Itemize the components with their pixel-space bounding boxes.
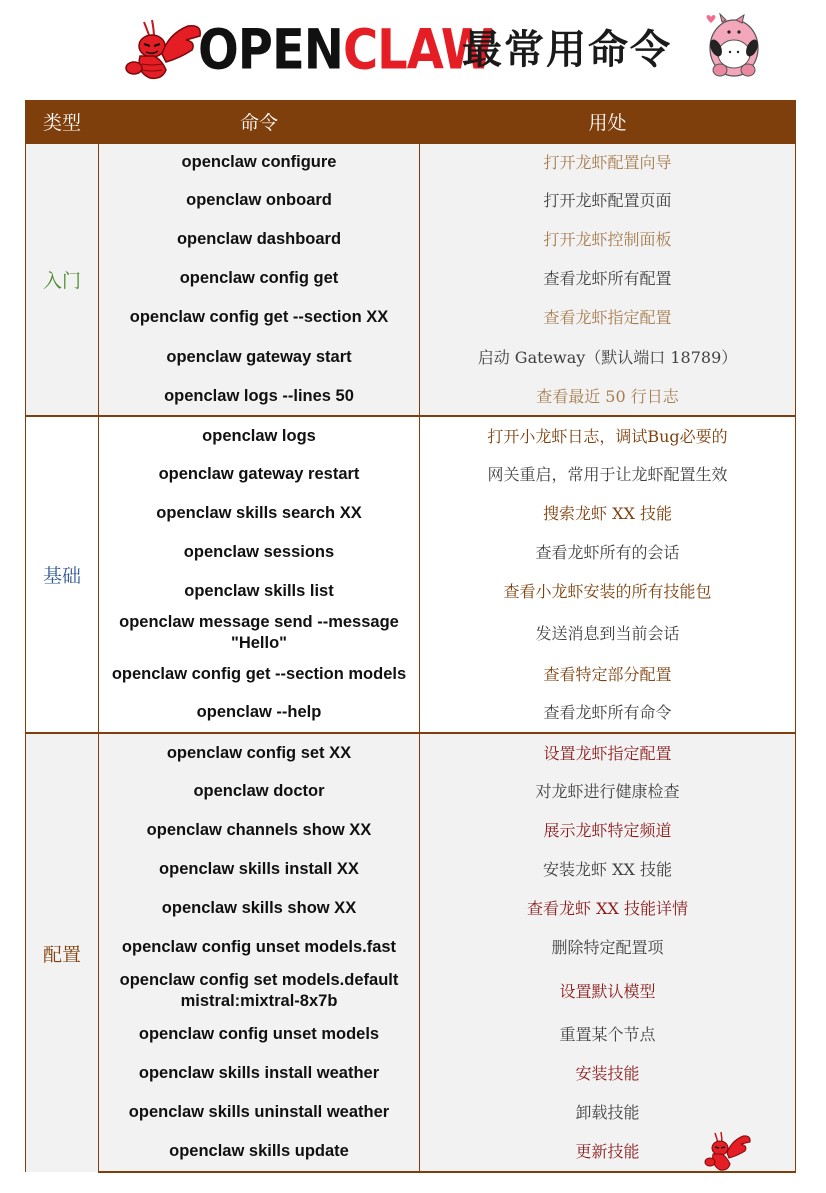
pink-mascot-icon	[700, 10, 762, 84]
table-row	[26, 928, 796, 967]
command-cell: openclaw skills install XX	[99, 850, 420, 889]
table-row	[26, 494, 796, 533]
page-title: 最常用命令	[462, 27, 672, 73]
command-cell: openclaw config unset models.fast	[99, 928, 420, 967]
table-row	[26, 455, 796, 494]
usage-cell: 查看小龙虾安装的所有技能包	[420, 572, 796, 611]
brand-logo	[198, 18, 493, 82]
table-row	[26, 693, 796, 733]
command-cell: openclaw doctor	[99, 772, 420, 811]
usage-cell: 删除特定配置项	[420, 928, 796, 967]
command-cell: openclaw --help	[99, 693, 420, 733]
command-cell: openclaw channels show XX	[99, 811, 420, 850]
table-row	[26, 1132, 796, 1172]
logo-text-open: OPEN	[198, 17, 343, 83]
usage-cell: 查看特定部分配置	[420, 655, 796, 693]
command-cell: openclaw logs	[99, 416, 420, 455]
command-cell: openclaw skills search XX	[99, 494, 420, 533]
table-header-row	[26, 101, 796, 144]
group-label-basic: 基础	[26, 416, 99, 733]
usage-cell: 安装龙虾 XX 技能	[420, 850, 796, 889]
table-row	[26, 572, 796, 611]
usage-cell: 查看龙虾所有配置	[420, 259, 796, 298]
command-cell: openclaw message send --message "Hello"	[99, 611, 420, 655]
commands-table	[25, 100, 796, 1173]
command-cell: openclaw gateway restart	[99, 455, 420, 494]
column-header-usage: 用处	[420, 101, 796, 144]
usage-cell: 查看最近 50 行日志	[420, 377, 796, 416]
usage-cell: 打开龙虾配置向导	[420, 143, 796, 181]
command-cell: openclaw config get --section XX	[99, 298, 420, 337]
command-cell: openclaw gateway start	[99, 337, 420, 377]
usage-cell: 设置龙虾指定配置	[420, 733, 796, 772]
table-row	[26, 850, 796, 889]
usage-cell: 更新技能	[420, 1132, 796, 1172]
table-row	[26, 181, 796, 220]
table-row	[26, 611, 796, 655]
table-row	[26, 259, 796, 298]
usage-cell: 打开龙虾配置页面	[420, 181, 796, 220]
command-cell: openclaw sessions	[99, 533, 420, 572]
table-row	[26, 889, 796, 928]
table-row	[26, 1015, 796, 1054]
crayfish-logo-icon	[122, 18, 202, 84]
crayfish-decoration-icon	[703, 1131, 751, 1173]
usage-cell: 卸载技能	[420, 1093, 796, 1132]
usage-cell: 网关重启，常用于让龙虾配置生效	[420, 455, 796, 494]
usage-cell: 打开龙虾控制面板	[420, 220, 796, 259]
table-row	[26, 337, 796, 377]
column-header-command: 命令	[99, 101, 420, 144]
command-cell: openclaw config set XX	[99, 733, 420, 772]
command-cell: openclaw config set models.default mistral:mixtral-8x7b	[99, 967, 420, 1015]
group-label-config: 配置	[26, 733, 99, 1172]
table-row	[26, 1054, 796, 1093]
command-cell: openclaw skills update	[99, 1132, 420, 1172]
usage-cell: 搜索龙虾 XX 技能	[420, 494, 796, 533]
table-row	[26, 298, 796, 337]
table-row	[26, 377, 796, 416]
usage-cell: 查看龙虾所有命令	[420, 693, 796, 733]
usage-cell: 查看龙虾 XX 技能详情	[420, 889, 796, 928]
command-cell: openclaw skills list	[99, 572, 420, 611]
command-cell: openclaw configure	[99, 143, 420, 181]
command-cell: openclaw logs --lines 50	[99, 377, 420, 416]
command-cell: openclaw skills uninstall weather	[99, 1093, 420, 1132]
command-cell: openclaw config unset models	[99, 1015, 420, 1054]
usage-cell: 打开小龙虾日志，调试Bug必要的	[420, 416, 796, 455]
column-header-type: 类型	[26, 101, 99, 144]
table-row	[26, 533, 796, 572]
command-cell: openclaw config get	[99, 259, 420, 298]
table-row	[26, 220, 796, 259]
command-cell: openclaw skills install weather	[99, 1054, 420, 1093]
command-cell: openclaw dashboard	[99, 220, 420, 259]
table-row	[26, 772, 796, 811]
usage-cell: 对龙虾进行健康检查	[420, 772, 796, 811]
usage-cell: 展示龙虾特定频道	[420, 811, 796, 850]
command-cell: openclaw onboard	[99, 181, 420, 220]
logo-text-claw: CLAW	[342, 17, 493, 83]
usage-cell: 发送消息到当前会话	[420, 611, 796, 655]
table-row	[26, 967, 796, 1015]
usage-cell: 启动 Gateway（默认端口 18789）	[420, 337, 796, 377]
table-row	[26, 416, 796, 455]
usage-cell: 安装技能	[420, 1054, 796, 1093]
table-row	[26, 655, 796, 693]
table-row	[26, 811, 796, 850]
table-row	[26, 143, 796, 181]
page-header	[0, 0, 826, 100]
usage-cell: 重置某个节点	[420, 1015, 796, 1054]
usage-cell: 查看龙虾指定配置	[420, 298, 796, 337]
table-row	[26, 1093, 796, 1132]
command-cell: openclaw skills show XX	[99, 889, 420, 928]
table-row	[26, 733, 796, 772]
usage-cell: 查看龙虾所有的会话	[420, 533, 796, 572]
usage-cell: 设置默认模型	[420, 967, 796, 1015]
command-cell: openclaw config get --section models	[99, 655, 420, 693]
group-label-intro: 入门	[26, 143, 99, 416]
